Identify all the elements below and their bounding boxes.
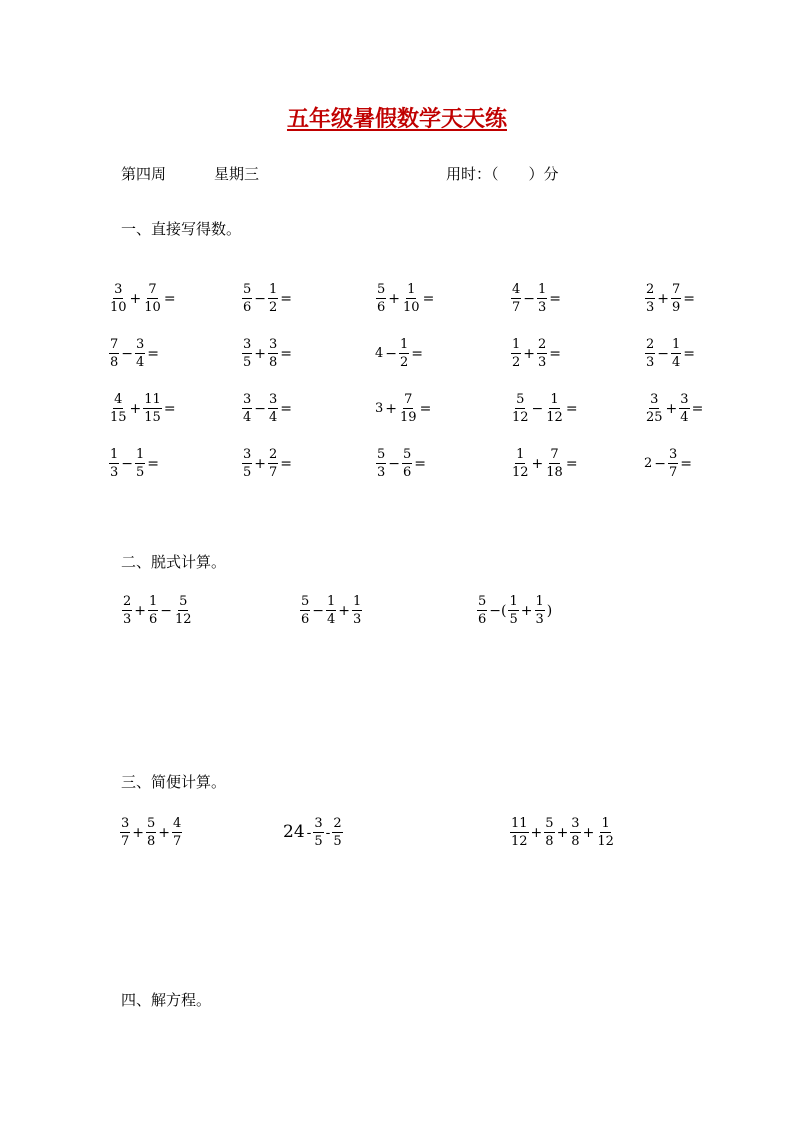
- fraction-denominator: 5: [243, 355, 252, 370]
- direct-problem: [644, 448, 693, 479]
- fraction-denominator: 10: [144, 300, 161, 315]
- fraction-denominator: 6: [403, 465, 412, 480]
- fraction-denominator: 3: [538, 355, 547, 370]
- operator: −(: [489, 602, 507, 619]
- fraction-denominator: 4: [327, 612, 336, 627]
- operator: +: [520, 602, 533, 619]
- fraction-denominator: 2: [269, 300, 278, 315]
- section-simple-title: 三、简便计算。: [121, 773, 227, 791]
- operator: −: [160, 602, 173, 619]
- fraction-numerator: 5: [516, 392, 525, 407]
- fraction-denominator: 7: [269, 465, 278, 480]
- fraction-numerator: 3: [114, 282, 123, 297]
- fraction: [510, 817, 529, 848]
- operator: +: [129, 400, 142, 417]
- whole-number: 2: [644, 456, 653, 471]
- equals-sign: =: [680, 455, 693, 472]
- fraction-denominator: 3: [353, 612, 362, 627]
- fraction-denominator: 9: [672, 300, 681, 315]
- equals-sign: =: [147, 455, 160, 472]
- fraction-denominator: 6: [149, 612, 158, 627]
- equals-sign: =: [419, 400, 432, 417]
- fraction: [242, 393, 252, 424]
- fraction-denominator: 12: [175, 612, 192, 627]
- operator: +: [665, 400, 678, 417]
- equals-sign: =: [280, 400, 293, 417]
- fraction-denominator: 5: [333, 834, 342, 849]
- fraction-denominator: 7: [121, 834, 130, 849]
- equals-sign: =: [683, 345, 696, 362]
- direct-problem: [108, 393, 177, 424]
- fraction-numerator: 1: [512, 337, 521, 352]
- fraction-denominator: 6: [243, 300, 252, 315]
- fraction-numerator: 1: [550, 392, 559, 407]
- fraction-denominator: 12: [512, 465, 529, 480]
- operator: +: [129, 290, 142, 307]
- fraction-numerator: 1: [353, 594, 362, 609]
- fraction-denominator: 3: [646, 300, 655, 315]
- fraction: [172, 817, 182, 848]
- fraction-numerator: 1: [601, 816, 610, 831]
- fraction-numerator: 5: [377, 447, 386, 462]
- operator: −: [254, 400, 267, 417]
- fraction-numerator: 5: [478, 594, 487, 609]
- fraction-numerator: 3: [243, 392, 252, 407]
- direct-problem: [108, 448, 160, 479]
- operator: +: [158, 824, 171, 841]
- fraction-numerator: 1: [516, 447, 525, 462]
- fraction-denominator: 8: [571, 834, 580, 849]
- fraction-numerator: 1: [149, 594, 158, 609]
- fraction-numerator: 1: [509, 594, 518, 609]
- fraction: [511, 338, 521, 369]
- direct-problem: [375, 338, 424, 369]
- fraction-denominator: 4: [269, 410, 278, 425]
- fraction-numerator: 5: [301, 594, 310, 609]
- fraction-denominator: 7: [669, 465, 678, 480]
- fraction-denominator: 5: [314, 834, 323, 849]
- operator: +: [556, 824, 569, 841]
- fraction: [300, 595, 310, 626]
- fraction-numerator: 2: [333, 816, 342, 831]
- operator: +: [254, 345, 267, 362]
- fraction-denominator: 3: [538, 300, 547, 315]
- fraction-numerator: 3: [571, 816, 580, 831]
- fraction-numerator: 1: [535, 594, 544, 609]
- fraction: [332, 817, 342, 848]
- fraction-denominator: 7: [512, 300, 521, 315]
- equals-sign: =: [549, 290, 562, 307]
- fraction: [511, 448, 530, 479]
- fraction-numerator: 7: [148, 282, 157, 297]
- fraction-numerator: 5: [243, 282, 252, 297]
- operator: +: [134, 602, 147, 619]
- title-text: 五年级暑假数学天天练: [286, 106, 507, 132]
- fraction-numerator: 7: [550, 447, 559, 462]
- equals-sign: =: [280, 290, 293, 307]
- operator: -: [306, 824, 312, 841]
- fraction: [645, 283, 655, 314]
- fraction-denominator: 5: [136, 465, 145, 480]
- fraction: [109, 448, 119, 479]
- fraction-denominator: 6: [478, 612, 487, 627]
- fraction-numerator: 7: [672, 282, 681, 297]
- fraction-numerator: 5: [179, 594, 188, 609]
- direct-problem: [375, 448, 427, 479]
- stepwise-problem: [121, 595, 194, 626]
- fraction: [668, 448, 678, 479]
- fraction-numerator: 2: [538, 337, 547, 352]
- fraction: [242, 283, 252, 314]
- fraction-numerator: 3: [269, 337, 278, 352]
- direct-problem: [510, 338, 562, 369]
- fraction-denominator: 6: [377, 300, 386, 315]
- equals-sign: =: [147, 345, 160, 362]
- fraction-numerator: 3: [243, 447, 252, 462]
- fraction: [399, 393, 418, 424]
- fraction-numerator: 4: [512, 282, 521, 297]
- fraction-numerator: 1: [269, 282, 278, 297]
- fraction: [545, 393, 564, 424]
- fraction: [326, 595, 336, 626]
- fraction: [508, 595, 518, 626]
- direct-problem: [241, 283, 293, 314]
- fraction-denominator: 12: [512, 410, 529, 425]
- fraction: [511, 283, 521, 314]
- fraction-numerator: 4: [114, 392, 123, 407]
- direct-problem: [108, 338, 160, 369]
- fraction-numerator: 7: [404, 392, 413, 407]
- fraction: [109, 338, 119, 369]
- simple-problem: [509, 817, 616, 848]
- operator: +: [385, 400, 398, 417]
- fraction-denominator: 10: [110, 300, 127, 315]
- fraction-numerator: 2: [646, 337, 655, 352]
- fraction-numerator: 5: [147, 816, 156, 831]
- fraction: [535, 595, 545, 626]
- fraction-denominator: 8: [147, 834, 156, 849]
- close-paren: ): [546, 602, 553, 619]
- fraction: [122, 595, 132, 626]
- fraction-numerator: 3: [650, 392, 659, 407]
- fraction-numerator: 1: [672, 337, 681, 352]
- equals-sign: =: [549, 345, 562, 362]
- fraction-denominator: 7: [173, 834, 182, 849]
- stepwise-problem: [476, 595, 553, 626]
- fraction-denominator: 15: [144, 410, 161, 425]
- fraction-numerator: 11: [511, 816, 528, 831]
- fraction: [268, 393, 278, 424]
- fraction-numerator: 3: [680, 392, 689, 407]
- fraction-numerator: 3: [243, 337, 252, 352]
- fraction: [570, 817, 580, 848]
- fraction: [352, 595, 362, 626]
- fraction-numerator: 4: [173, 816, 182, 831]
- section-equation-title: 四、解方程。: [121, 991, 212, 1009]
- section-stepwise-title: 二、脱式计算。: [121, 553, 227, 571]
- fraction-numerator: 3: [669, 447, 678, 462]
- operator: −: [121, 455, 134, 472]
- operator: −: [312, 602, 325, 619]
- fraction-denominator: 4: [672, 355, 681, 370]
- fraction-numerator: 3: [136, 337, 145, 352]
- operator: −: [531, 400, 544, 417]
- fraction: [143, 283, 162, 314]
- fraction: [679, 393, 689, 424]
- operator: −: [523, 290, 536, 307]
- fraction-denominator: 15: [110, 410, 127, 425]
- operator: −: [254, 290, 267, 307]
- week-label: 第四周: [121, 165, 167, 183]
- worksheet-title: [0, 102, 794, 133]
- fraction-numerator: 3: [314, 816, 323, 831]
- operator: +: [657, 290, 670, 307]
- fraction-denominator: 10: [403, 300, 420, 315]
- stepwise-problem: [299, 595, 363, 626]
- fraction: [135, 448, 145, 479]
- direct-problem: [510, 448, 579, 479]
- operator: −: [388, 455, 401, 472]
- fraction: [645, 393, 664, 424]
- fraction-numerator: 1: [538, 282, 547, 297]
- fraction-denominator: 8: [110, 355, 119, 370]
- fraction-denominator: 4: [680, 410, 689, 425]
- equals-sign: =: [565, 400, 578, 417]
- simple-problem: [283, 817, 344, 848]
- fraction-denominator: 2: [512, 355, 521, 370]
- fraction-denominator: 5: [243, 465, 252, 480]
- fraction-denominator: 12: [597, 834, 614, 849]
- fraction-denominator: 6: [301, 612, 310, 627]
- operator: +: [531, 455, 544, 472]
- operator: −: [385, 345, 398, 362]
- fraction-denominator: 3: [535, 612, 544, 627]
- fraction-denominator: 3: [123, 612, 132, 627]
- fraction: [376, 283, 386, 314]
- operator: -: [325, 824, 331, 841]
- operator: +: [582, 824, 595, 841]
- operator: +: [132, 824, 145, 841]
- simple-problem: [119, 817, 183, 848]
- direct-problem: [510, 393, 579, 424]
- fraction: [135, 338, 145, 369]
- fraction-denominator: 8: [269, 355, 278, 370]
- fraction-numerator: 5: [377, 282, 386, 297]
- direct-problem: [108, 283, 177, 314]
- operator: +: [530, 824, 543, 841]
- fraction-numerator: 2: [269, 447, 278, 462]
- fraction-numerator: 1: [110, 447, 119, 462]
- direct-problem: [375, 283, 435, 314]
- equals-sign: =: [565, 455, 578, 472]
- direct-problem: [241, 393, 293, 424]
- fraction-numerator: 3: [269, 392, 278, 407]
- operator: +: [388, 290, 401, 307]
- fraction: [268, 283, 278, 314]
- fraction: [511, 393, 530, 424]
- fraction-numerator: 11: [144, 392, 161, 407]
- fraction-numerator: 5: [545, 816, 554, 831]
- fraction: [242, 338, 252, 369]
- fraction: [313, 817, 323, 848]
- fraction: [268, 338, 278, 369]
- fraction-denominator: 4: [243, 410, 252, 425]
- fraction: [148, 595, 158, 626]
- equals-sign: =: [422, 290, 435, 307]
- fraction: [143, 393, 162, 424]
- fraction-numerator: 3: [121, 816, 130, 831]
- direct-problem: [644, 338, 696, 369]
- time-label: 用时：（ ）分: [446, 165, 559, 183]
- direct-problem: [241, 338, 293, 369]
- equals-sign: =: [163, 290, 176, 307]
- fraction: [399, 338, 409, 369]
- fraction: [645, 338, 655, 369]
- operator: +: [338, 602, 351, 619]
- operator: +: [254, 455, 267, 472]
- direct-problem: [644, 283, 696, 314]
- day-label: 星期三: [214, 165, 260, 183]
- fraction: [376, 448, 386, 479]
- fraction-numerator: 5: [403, 447, 412, 462]
- fraction: [545, 448, 564, 479]
- fraction: [268, 448, 278, 479]
- fraction-numerator: 1: [327, 594, 336, 609]
- fraction: [402, 448, 412, 479]
- fraction-numerator: 2: [123, 594, 132, 609]
- fraction-numerator: 1: [136, 447, 145, 462]
- direct-problem: [375, 393, 432, 424]
- fraction: [120, 817, 130, 848]
- fraction-numerator: 2: [646, 282, 655, 297]
- fraction: [174, 595, 193, 626]
- fraction-denominator: 8: [545, 834, 554, 849]
- fraction-denominator: 2: [400, 355, 409, 370]
- fraction: [596, 817, 615, 848]
- fraction: [109, 283, 128, 314]
- section-direct-title: 一、直接写得数。: [121, 220, 242, 238]
- fraction-denominator: 3: [646, 355, 655, 370]
- direct-problem: [510, 283, 562, 314]
- fraction-denominator: 12: [546, 410, 563, 425]
- operator: +: [523, 345, 536, 362]
- fraction-denominator: 18: [546, 465, 563, 480]
- fraction: [242, 448, 252, 479]
- operator: −: [121, 345, 134, 362]
- fraction-denominator: 3: [110, 465, 119, 480]
- whole-number: 4: [375, 346, 384, 361]
- fraction: [537, 338, 547, 369]
- equals-sign: =: [280, 345, 293, 362]
- direct-problem: [241, 448, 293, 479]
- fraction-denominator: 5: [509, 612, 518, 627]
- fraction: [671, 338, 681, 369]
- equals-sign: =: [411, 345, 424, 362]
- fraction: [544, 817, 554, 848]
- fraction-denominator: 19: [400, 410, 417, 425]
- fraction-denominator: 12: [511, 834, 528, 849]
- fraction: [146, 817, 156, 848]
- fraction-denominator: 4: [136, 355, 145, 370]
- fraction-numerator: 7: [110, 337, 119, 352]
- fraction: [671, 283, 681, 314]
- operator: −: [654, 455, 667, 472]
- fraction-denominator: 3: [377, 465, 386, 480]
- whole-number: 24: [283, 822, 305, 842]
- fraction: [109, 393, 128, 424]
- fraction-numerator: 1: [407, 282, 416, 297]
- fraction: [537, 283, 547, 314]
- direct-problem: [644, 393, 704, 424]
- equals-sign: =: [414, 455, 427, 472]
- fraction-numerator: 1: [400, 337, 409, 352]
- equals-sign: =: [683, 290, 696, 307]
- equals-sign: =: [280, 455, 293, 472]
- whole-number: 3: [375, 401, 384, 416]
- fraction: [477, 595, 487, 626]
- fraction-denominator: 25: [646, 410, 663, 425]
- equals-sign: =: [691, 400, 704, 417]
- fraction: [402, 283, 421, 314]
- operator: −: [657, 345, 670, 362]
- equals-sign: =: [163, 400, 176, 417]
